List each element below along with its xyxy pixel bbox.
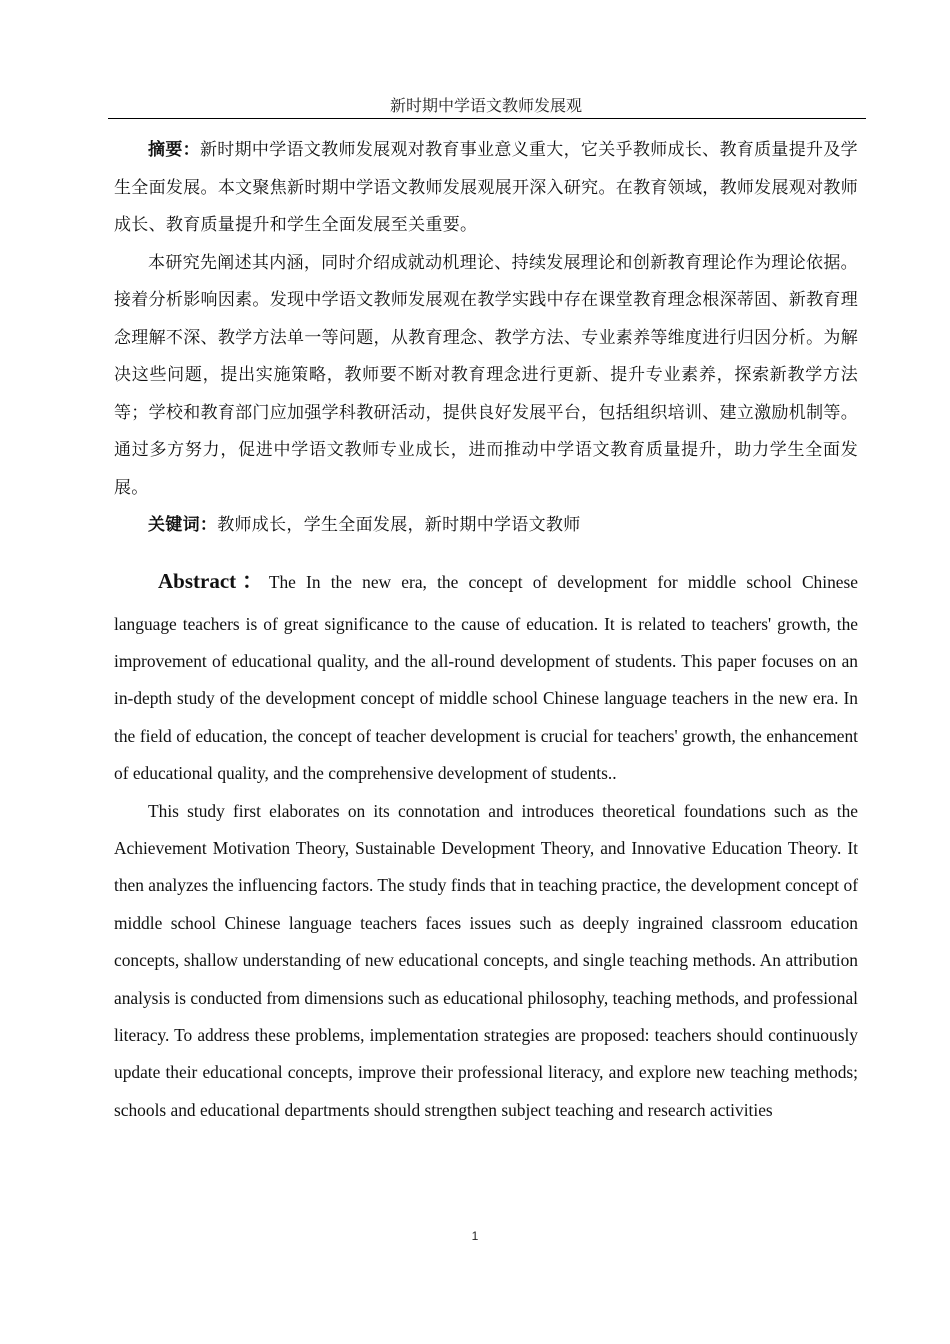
- abstract-en-paragraph-2: This study first elaborates on its connotation and introduces theoretical foundations such as the Achievement Motivation Theory, Sustainable Development Theory, and Innovative Education Theory. It then analyzes the influencing factors. The study finds that in teaching practice, the development concept of middle school Chinese language teachers faces issues such as deeply ingrained classroom education concepts, shallow understanding of new educational concepts, and single teaching methods. An attribution analysis is conducted from dimensions such as educational philosophy, teaching methods, and professional literacy. To address these problems, implementation strategies are proposed: teachers should continuously update their educational concepts, improve their professional literacy, and explore new teaching methods; schools and educational departments should strengthen subject teaching and research activities: [114, 800, 858, 1120]
- abstract-en-paragraph-1: [114, 557, 858, 793]
- abstract-en-first-line: [114, 557, 858, 606]
- abstract-en-label: Abstract：: [158, 568, 269, 593]
- keywords-cn-label: 关键词：: [148, 515, 218, 535]
- abstract-cn-text-1: 新时期中学语文教师发展观对教育事业意义重大，它关乎教师成长、教育质量提升及学生全面发展。本文聚焦新时期中学语文教师发展观展开深入研究。在教育领域，教师发展观对教师成长、教育质量提升和学生全面发展至关重要。: [114, 140, 858, 235]
- abstract-en-first-line-text: The In the new era, the concept of development for middle school Chinese: [268, 571, 858, 592]
- page-body: [114, 132, 858, 1129]
- keywords-cn: [114, 507, 858, 545]
- running-header: 新时期中学语文教师发展观: [389, 96, 582, 115]
- page-number: 1: [471, 1229, 479, 1243]
- abstract-en-text-1: language teachers is of great significance to the cause of education. It is related to teachers' growth, the improvement of educational quality, and the all-round development of students. This paper focuses on an in-depth study of the development concept of middle school Chinese language teachers in the new era. In the field of education, the concept of teacher development is crucial for teachers' growth, the enhancement of educational quality, and the comprehensive development of students..: [114, 613, 858, 784]
- abstract-cn-paragraph-2: 本研究先阐述其内涵，同时介绍成就动机理论、持续发展理论和创新教育理论作为理论依据。接着分析影响因素。发现中学语文教师发展观在教学实践中存在课堂教育理念根深蒂固、新教育理念理解不深、教学方法单一等问题，从教育理念、教学方法、专业素养等维度进行归因分析。为解决这些问题，提出实施策略，教师要不断对教育理念进行更新、提升专业素养，探索新教学方法等；学校和教育部门应加强学科教研活动，提供良好发展平台，包括组织培训、建立激励机制等。通过多方努力，促进中学语文教师专业成长，进而推动中学语文教育质量提升，助力学生全面发展。: [114, 252, 858, 498]
- header-rule: [108, 118, 866, 119]
- abstract-cn-label: 摘要：: [148, 140, 200, 160]
- abstract-cn-paragraph-1: [114, 132, 858, 245]
- keywords-cn-text: 教师成长，学生全面发展，新时期中学语文教师: [217, 515, 581, 535]
